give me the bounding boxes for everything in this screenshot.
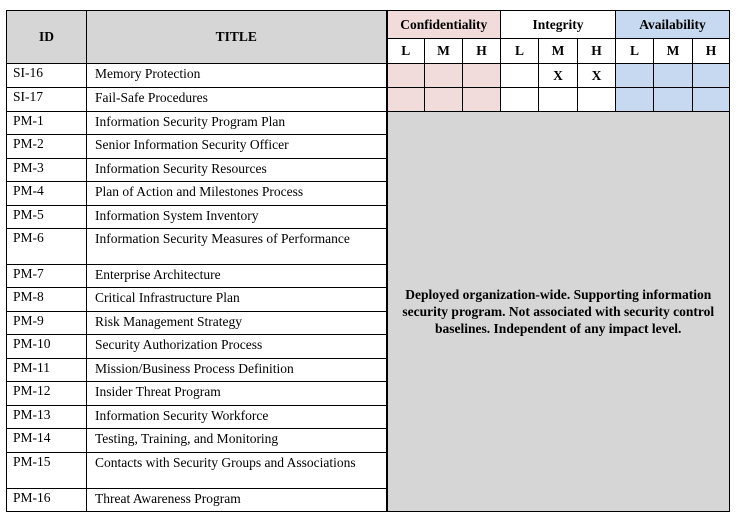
integrity-low-cell <box>501 88 539 112</box>
control-title: Information System Inventory <box>87 206 387 229</box>
control-title: Contacts with Security Groups and Associations <box>87 453 387 489</box>
control-id: PM-14 <box>7 429 87 453</box>
integrity-high-cell <box>578 88 616 112</box>
control-id: PM-4 <box>7 182 87 206</box>
availability-low-header: L <box>616 39 654 64</box>
control-id: PM-6 <box>7 229 87 265</box>
availability-high-header: H <box>693 39 730 64</box>
table-row <box>7 64 730 88</box>
availability-header: Availability <box>616 11 730 39</box>
availability-moderate-header: M <box>654 39 693 64</box>
confidentiality-low-header: L <box>387 39 425 64</box>
id-column-header: ID <box>7 11 87 64</box>
integrity-moderate-cell <box>539 88 578 112</box>
control-id: PM-16 <box>7 489 87 512</box>
control-title: Information Security Workforce <box>87 406 387 429</box>
control-id: PM-3 <box>7 159 87 182</box>
control-title: Information Security Resources <box>87 159 387 182</box>
control-id: PM-8 <box>7 288 87 312</box>
avail-low-cell <box>616 88 654 112</box>
control-id: PM-11 <box>7 359 87 382</box>
integrity-moderate-cell: X <box>539 64 578 88</box>
control-id: PM-5 <box>7 206 87 229</box>
control-id: PM-10 <box>7 335 87 359</box>
control-id: SI-17 <box>7 88 87 112</box>
integrity-low-header: L <box>501 39 539 64</box>
table-row <box>7 112 730 135</box>
control-id: PM-7 <box>7 265 87 288</box>
control-title: Insider Threat Program <box>87 382 387 406</box>
integrity-low-cell <box>501 64 539 88</box>
control-id: PM-12 <box>7 382 87 406</box>
control-title: Testing, Training, and Monitoring <box>87 429 387 453</box>
control-id: PM-9 <box>7 312 87 335</box>
confidentiality-high-header: H <box>463 39 501 64</box>
avail-high-cell <box>693 64 730 88</box>
integrity-high-cell: X <box>578 64 616 88</box>
control-title: Senior Information Security Officer <box>87 135 387 159</box>
control-id: PM-13 <box>7 406 87 429</box>
control-id: SI-16 <box>7 64 87 88</box>
security-controls-table <box>6 10 730 512</box>
avail-high-cell <box>693 88 730 112</box>
conf-high-cell <box>463 88 501 112</box>
conf-moderate-cell <box>425 88 463 112</box>
pm-family-note: Deployed organization-wide. Supporting information security program. Not associated with security control baselines. Independent of any impact level. <box>387 112 730 512</box>
conf-low-cell <box>387 88 425 112</box>
control-title: Information Security Measures of Performance <box>87 229 387 265</box>
control-title: Fail-Safe Procedures <box>87 88 387 112</box>
integrity-moderate-header: M <box>539 39 578 64</box>
control-id: PM-1 <box>7 112 87 135</box>
control-id: PM-2 <box>7 135 87 159</box>
control-id: PM-15 <box>7 453 87 489</box>
table-row <box>7 88 730 112</box>
avail-moderate-cell <box>654 64 693 88</box>
avail-moderate-cell <box>654 88 693 112</box>
control-title: Threat Awareness Program <box>87 489 387 512</box>
control-title: Plan of Action and Milestones Process <box>87 182 387 206</box>
conf-high-cell <box>463 64 501 88</box>
confidentiality-header: Confidentiality <box>387 11 501 39</box>
integrity-header: Integrity <box>501 11 616 39</box>
control-title: Information Security Program Plan <box>87 112 387 135</box>
integrity-high-header: H <box>578 39 616 64</box>
control-title: Risk Management Strategy <box>87 312 387 335</box>
control-title: Security Authorization Process <box>87 335 387 359</box>
control-table-container <box>6 10 730 512</box>
control-title: Critical Infrastructure Plan <box>87 288 387 312</box>
confidentiality-moderate-header: M <box>425 39 463 64</box>
title-column-header: TITLE <box>87 11 387 64</box>
control-title: Mission/Business Process Definition <box>87 359 387 382</box>
control-title: Enterprise Architecture <box>87 265 387 288</box>
avail-low-cell <box>616 64 654 88</box>
conf-moderate-cell <box>425 64 463 88</box>
conf-low-cell <box>387 64 425 88</box>
control-title: Memory Protection <box>87 64 387 88</box>
